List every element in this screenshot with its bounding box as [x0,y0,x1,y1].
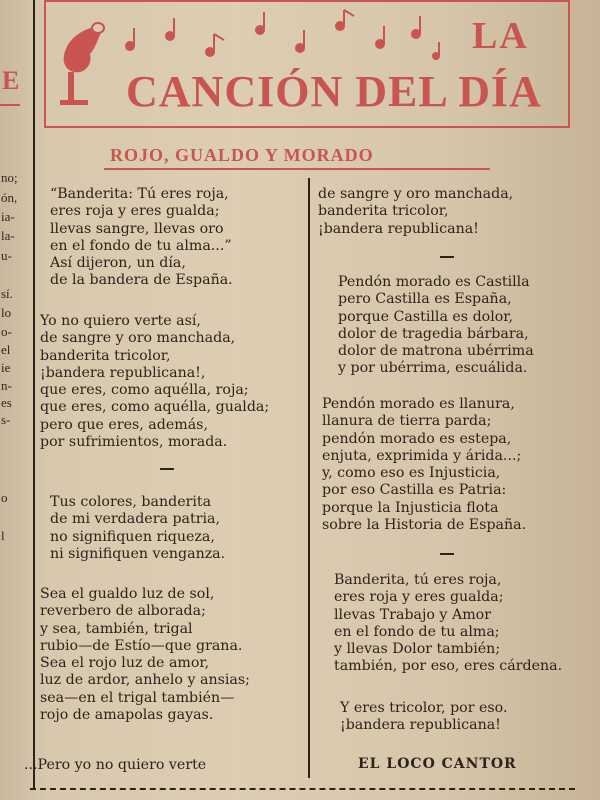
fragment-line: o [1,490,8,505]
left-stanza-1: “Banderita: Tú eres roja, eres roja y eres gualda; llevas sangre, llevas oro en el fondo de tu alma...” Así dijeron, un día, de la bandera de España. [50,186,233,289]
left-stanza-3: Tus colores, banderita de mi verdadera patria, no signifiquen riqueza, ni signifiquen venganza. [50,494,226,562]
author-signature: EL LOCO CANTOR [358,756,517,772]
right-stanza-5: Y eres tricolor, por eso. ¡bandera republicana! [340,700,508,734]
fragment-line: l [1,528,5,543]
right-stanza-2: Pendón morado es Castilla pero Castilla es España, porque Castilla es dolor, dolor de tragedia bárbara, dolor de matrona ubérrima y por ubérrima, escuálida. [338,274,534,377]
fragment-line: ia- [1,209,15,224]
adjacent-headline-letter: E [2,66,20,95]
fragment-line: ón, [1,190,18,205]
fragment-line: el [1,342,11,357]
right-stanza-1: de sangre y oro manchada, banderita tricolor, ¡bandera republicana! [318,186,514,237]
stanza-divider [440,256,454,258]
poem-title-underline [104,168,490,170]
fragment-line: lo [1,305,12,320]
column-rule-left [33,0,35,790]
gramophone-horn-icon [58,20,106,108]
left-last-line: ...Pero yo no quiero verte [24,757,207,773]
stanza-divider [160,468,174,470]
adjacent-column-fragment [0,0,28,800]
fragment-line: la- [1,228,15,243]
fragment-line: o- [1,324,12,339]
right-stanza-3: Pendón morado es llanura, llanura de tierra parda; pendón morado es estepa, enjuta, exprimida y árida...; y, como eso es Injusticia, por eso Castilla es Patria: porque la Injusticia flota sobre la Historia de España. [322,396,527,534]
fragment-line: es [1,395,12,410]
fragment-line: n- [1,378,12,393]
right-stanza-4: Banderita, tú eres roja, eres roja y eres gualda; llevas Trabajo y Amor en el fondo de tu alma; y llevas Dolor también; también, por eso, eres cárdena. [334,572,563,675]
music-notes-icon [110,6,450,66]
fragment-line: u- [1,248,12,263]
header-title-la: LA [472,15,529,57]
bottom-dashed-rule [30,788,575,790]
left-stanza-2: Yo no quiero verte así, de sangre y oro manchada, banderita tricolor, ¡bandera republicana!, que eres, como aquélla, roja; que eres, como aquélla, gualda; pero que eres, además, por sufrimientos, morada. [40,313,270,451]
adjacent-headline-rule [0,104,20,106]
fragment-line: s- [1,412,11,427]
stanza-divider [440,553,454,555]
fragment-line: ie [1,360,11,375]
column-rule-center [308,178,310,778]
header-title-main: CANCIÓN DEL DÍA [126,67,542,116]
fragment-line: no; [1,170,18,185]
fragment-line: sí. [1,286,13,301]
poem-title: ROJO, GUALDO Y MORADO [110,145,374,165]
left-stanza-4: Sea el gualdo luz de sol, reverbero de alborada; y sea, también, trigal rubio—de Estío—que grana. Sea el rojo luz de amor, luz de ardor, anhelo y ansias; sea—en el trigal también— rojo de amapolas gayas. [40,586,250,724]
